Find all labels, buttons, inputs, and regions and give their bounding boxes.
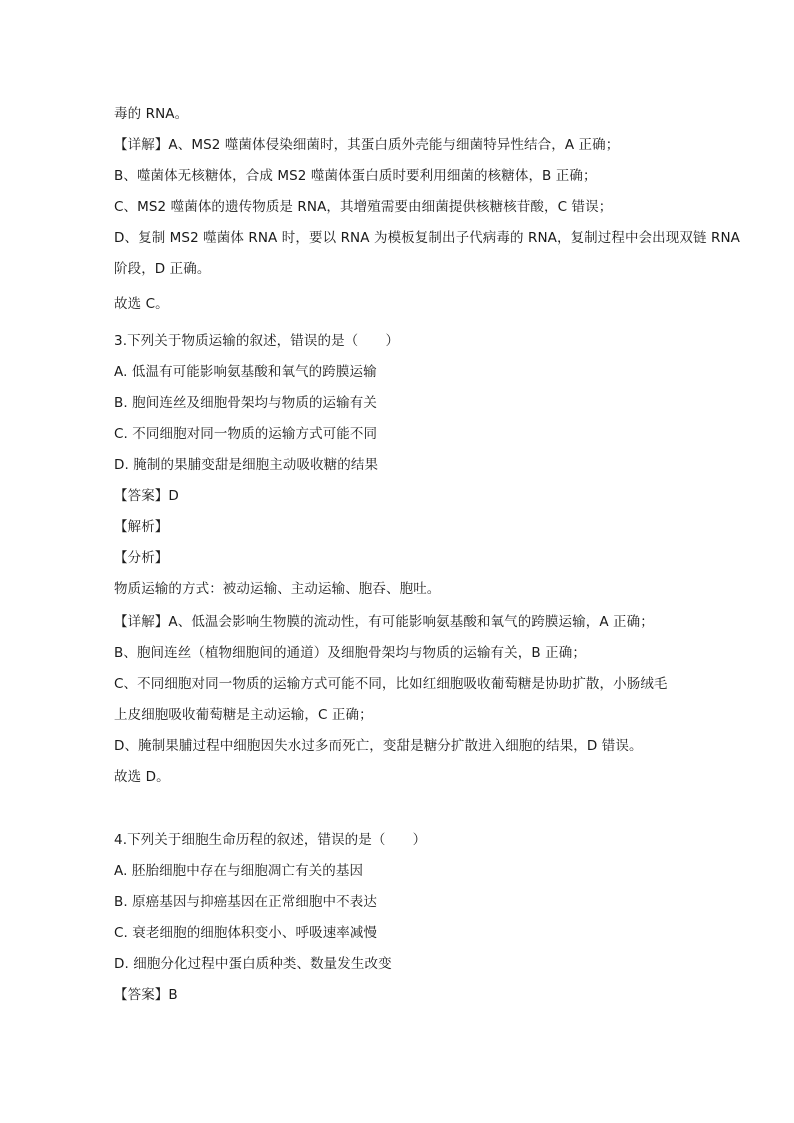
question-4-option-a: A. 胚胎细胞中存在与细胞凋亡有关的基因 — [114, 863, 364, 879]
question-4-option-d: D. 细胞分化过程中蛋白质种类、数量发生改变 — [114, 956, 392, 972]
text-line: C、不同细胞对同一物质的运输方式可能不同，比如红细胞吸收葡萄糖是协助扩散，小肠绒毛 — [114, 676, 668, 692]
question-3-option-a: A. 低温有可能影响氨基酸和氧气的跨膜运输 — [114, 364, 377, 380]
analysis-subheading: 【分析】 — [114, 550, 169, 566]
question-4-stem: 4.下列关于细胞生命历程的叙述，错误的是（ ） — [114, 832, 427, 848]
answer-label: 【答案】D — [114, 488, 179, 504]
answer-label: 【答案】B — [114, 987, 178, 1003]
question-4-option-c: C. 衰老细胞的细胞体积变小、呼吸速率减慢 — [114, 925, 378, 941]
text-line: D、复制 MS2 噬菌体 RNA 时，要以 RNA 为模板复制出子代病毒的 RNA，复制过程中会出现双链 RNA — [114, 230, 740, 246]
text-line: 【详解】A、低温会影响生物膜的流动性，有可能影响氨基酸和氧气的跨膜运输，A 正确； — [114, 614, 654, 630]
question-3-option-c: C. 不同细胞对同一物质的运输方式可能不同 — [114, 426, 378, 442]
text-line: 故选 C。 — [114, 296, 169, 312]
text-line: 【详解】A、MS2 噬菌体侵染细菌时，其蛋白质外壳能与细菌特异性结合，A 正确； — [114, 137, 620, 153]
question-4-option-b: B. 原癌基因与抑癌基因在正常细胞中不表达 — [114, 894, 377, 910]
text-line: 上皮细胞吸收葡萄糖是主动运输，C 正确； — [114, 707, 373, 723]
question-3-stem: 3.下列关于物质运输的叙述，错误的是（ ） — [114, 333, 400, 349]
text-line: 毒的 RNA。 — [114, 106, 189, 122]
text-line: B、噬菌体无核糖体，合成 MS2 噬菌体蛋白质时要利用细菌的核糖体，B 正确； — [114, 168, 597, 184]
text-line: 阶段，D 正确。 — [114, 261, 211, 277]
text-line: 物质运输的方式：被动运输、主动运输、胞吞、胞吐。 — [114, 581, 441, 597]
text-line: B、胞间连丝（植物细胞间的通道）及细胞骨架均与物质的运输有关，B 正确； — [114, 645, 586, 661]
text-line: 故选 D。 — [114, 769, 170, 785]
question-3-option-d: D. 腌制的果脯变甜是细胞主动吸收糖的结果 — [114, 457, 379, 473]
text-line: D、腌制果脯过程中细胞因失水过多而死亡，变甜是糖分扩散进入细胞的结果，D 错误。 — [114, 738, 643, 754]
analysis-heading: 【解析】 — [114, 519, 169, 535]
question-3-option-b: B. 胞间连丝及细胞骨架均与物质的运输有关 — [114, 395, 377, 411]
text-line: C、MS2 噬菌体的遗传物质是 RNA，其增殖需要由细菌提供核糖核苷酸，C 错误； — [114, 199, 613, 215]
